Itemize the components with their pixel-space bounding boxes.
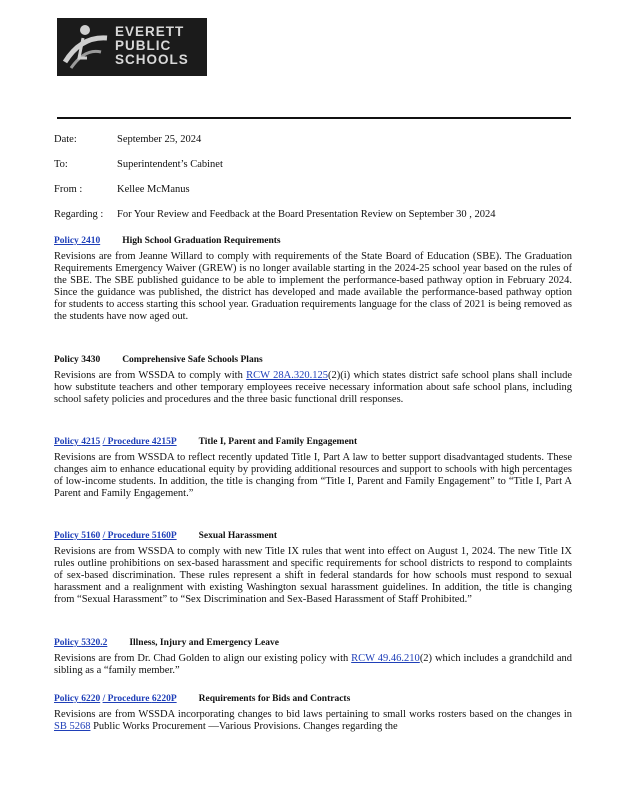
district-logo [57,18,207,76]
procedure-link[interactable]: / Procedure 4215P [102,437,177,447]
memo-from: From : Kellee McManus [54,184,190,195]
policy-heading [54,636,572,650]
policy-heading [54,692,572,706]
policy-title: High School Graduation Requirements [122,236,281,246]
policy-section [54,234,572,323]
policy-title: Title I, Parent and Family Engagement [198,437,358,447]
policy-title: Comprehensive Safe Schools Plans [122,355,263,365]
policy-title: Requirements for Bids and Contracts [198,694,351,704]
policy-title: Sexual Harassment [198,531,277,541]
policy-description: Revisions are from Jeanne Willard to comply with requirements of the State Board of Education (SBE). The Graduation Requirements Emergency Waiver (GREW) is no longer available starting in the 2024-25 school year based on the rules of the SBE. The SBE published guidance to be able to implement the performance-based pathway option in February 2024. Since the guidance was published, the district has developed and made available the performance-based pathway option for students to access starting this school year. Graduation requirements language for the class of 2021 is being removed as the students have now aged out. [54,251,572,322]
policy-section [54,636,572,677]
policy-link[interactable]: Policy 2410 [54,236,101,246]
header-rule [57,117,571,119]
policy-description: Revisions are from WSSDA to comply with RCW 28A.320.125(2)(i) which states district safe school plans shall include how substitute teachers and other temporary employees receive necessary information about safe school plans, including school safety policies and procedures and the three basic functional drill responses. [54,370,572,405]
policy-heading: Policy 3430 Comprehensive Safe Schools Plans [54,355,263,365]
memo-regarding: Regarding : For Your Review and Feedback at the Board Presentation Review on September 30 , 2024 [54,209,496,220]
procedure-link[interactable]: / Procedure 6220P [102,694,177,704]
policy-section [54,529,572,606]
policy-section [54,435,572,500]
policy-title: Illness, Injury and Emergency Leave [129,638,279,648]
policy-heading [54,529,572,543]
bill-link[interactable]: SB 5268 [54,721,91,732]
memo-date: Date: September 25, 2024 [54,134,202,145]
swoosh-figure-icon [57,18,115,76]
policy-link[interactable]: Policy 5160 [54,531,101,541]
policy-link[interactable]: Policy 4215 [54,437,101,447]
rcw-link[interactable]: RCW 49.46.210 [351,653,420,664]
rcw-link[interactable]: RCW 28A.320.125 [246,370,328,381]
policy-section [54,353,572,406]
policy-section [54,692,572,733]
policy-link[interactable]: Policy 6220 [54,694,101,704]
policy-link[interactable]: Policy 5320.2 [54,638,108,648]
memo-to: To: Superintendent’s Cabinet [54,159,223,170]
procedure-link[interactable]: / Procedure 5160P [102,531,177,541]
policy-description: Revisions are from Dr. Chad Golden to align our existing policy with RCW 49.46.210(2) which includes a grandchild and sibling as a “family member.” [54,653,573,676]
policy-description: Revisions are from WSSDA incorporating changes to bid laws pertaining to small works rosters based on the changes in SB 5268 Public Works Procurement —Various Provisions. Changes regarding the [54,709,572,732]
policy-description: Revisions are from WSSDA to comply with new Title IX rules that went into effect on August 1, 2024. The new Title IX rules outline prohibitions on sex-based harassment and specific requirements for school districts to respond to complaints of sex-based discrimination. These rules represent a shift in federal standards for how schools must respond to sexual harassment and a realignment with existing Washington sexual harassment guidelines. In addition, the title is changing from “Sexual Harassment” to “Sex Discrimination and Sex-Based Harassment of Staff Prohibited.” [54,546,572,605]
logo-wordmark: EVERETT PUBLIC SCHOOLS [115,24,189,67]
policy-heading [54,435,572,449]
policy-description: Revisions are from WSSDA to reflect recently updated Title I, Part A law to better support disadvantaged students. These changes aim to enhance educational equity by providing additional resources and support to schools with high percentages of low-income students. In addition, the title is changing from “Title I, Parent and Family Engagement” to “Title I, Part A Parent and Family Engagement.” [54,452,572,499]
policy-heading [54,234,572,248]
